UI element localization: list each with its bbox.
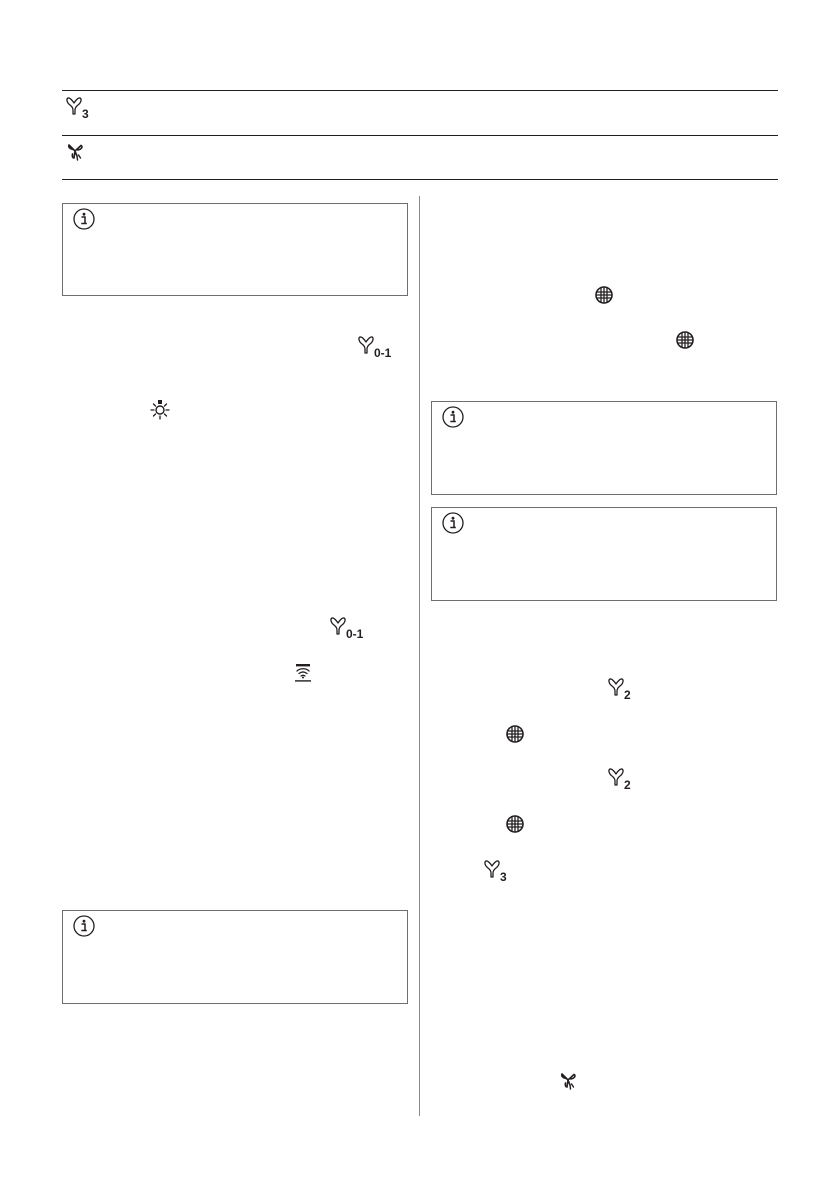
fan-speed-label: 3 [500,870,507,884]
info-note-box [431,401,777,495]
fan-speed-label: 2 [624,778,631,792]
info-icon [73,915,95,937]
fan-speed-label: 2 [624,688,631,702]
fan-speed-2-icon [608,678,638,702]
fan-speed-3-icon [66,97,96,121]
fan-speed-2-icon [608,768,638,792]
table-rule-bottom [62,179,778,180]
fan-speed-3-icon [484,860,514,884]
fan-speed-label: 0-1 [374,346,392,360]
grid-filter-icon [506,725,524,743]
table-rule-top [62,90,778,91]
fan-breeze-icon [560,1072,578,1090]
table-rule-middle [62,135,778,136]
info-icon [73,208,95,230]
grid-filter-icon [506,815,524,833]
fan-speed-0-1-icon [358,336,410,360]
info-icon [442,512,464,534]
fan-speed-label: 0-1 [346,627,364,641]
light-bulb-icon [149,400,171,422]
remote-signal-icon [294,664,312,682]
info-note-box [62,910,408,1004]
column-divider [419,196,420,1116]
info-note-box [62,203,408,296]
fan-breeze-icon [67,143,85,161]
grid-filter-icon [595,286,613,304]
info-icon [442,406,464,428]
fan-speed-label: 3 [82,107,89,121]
grid-filter-icon [676,331,694,349]
info-note-box [431,507,777,601]
fan-speed-0-1-icon [330,617,382,641]
